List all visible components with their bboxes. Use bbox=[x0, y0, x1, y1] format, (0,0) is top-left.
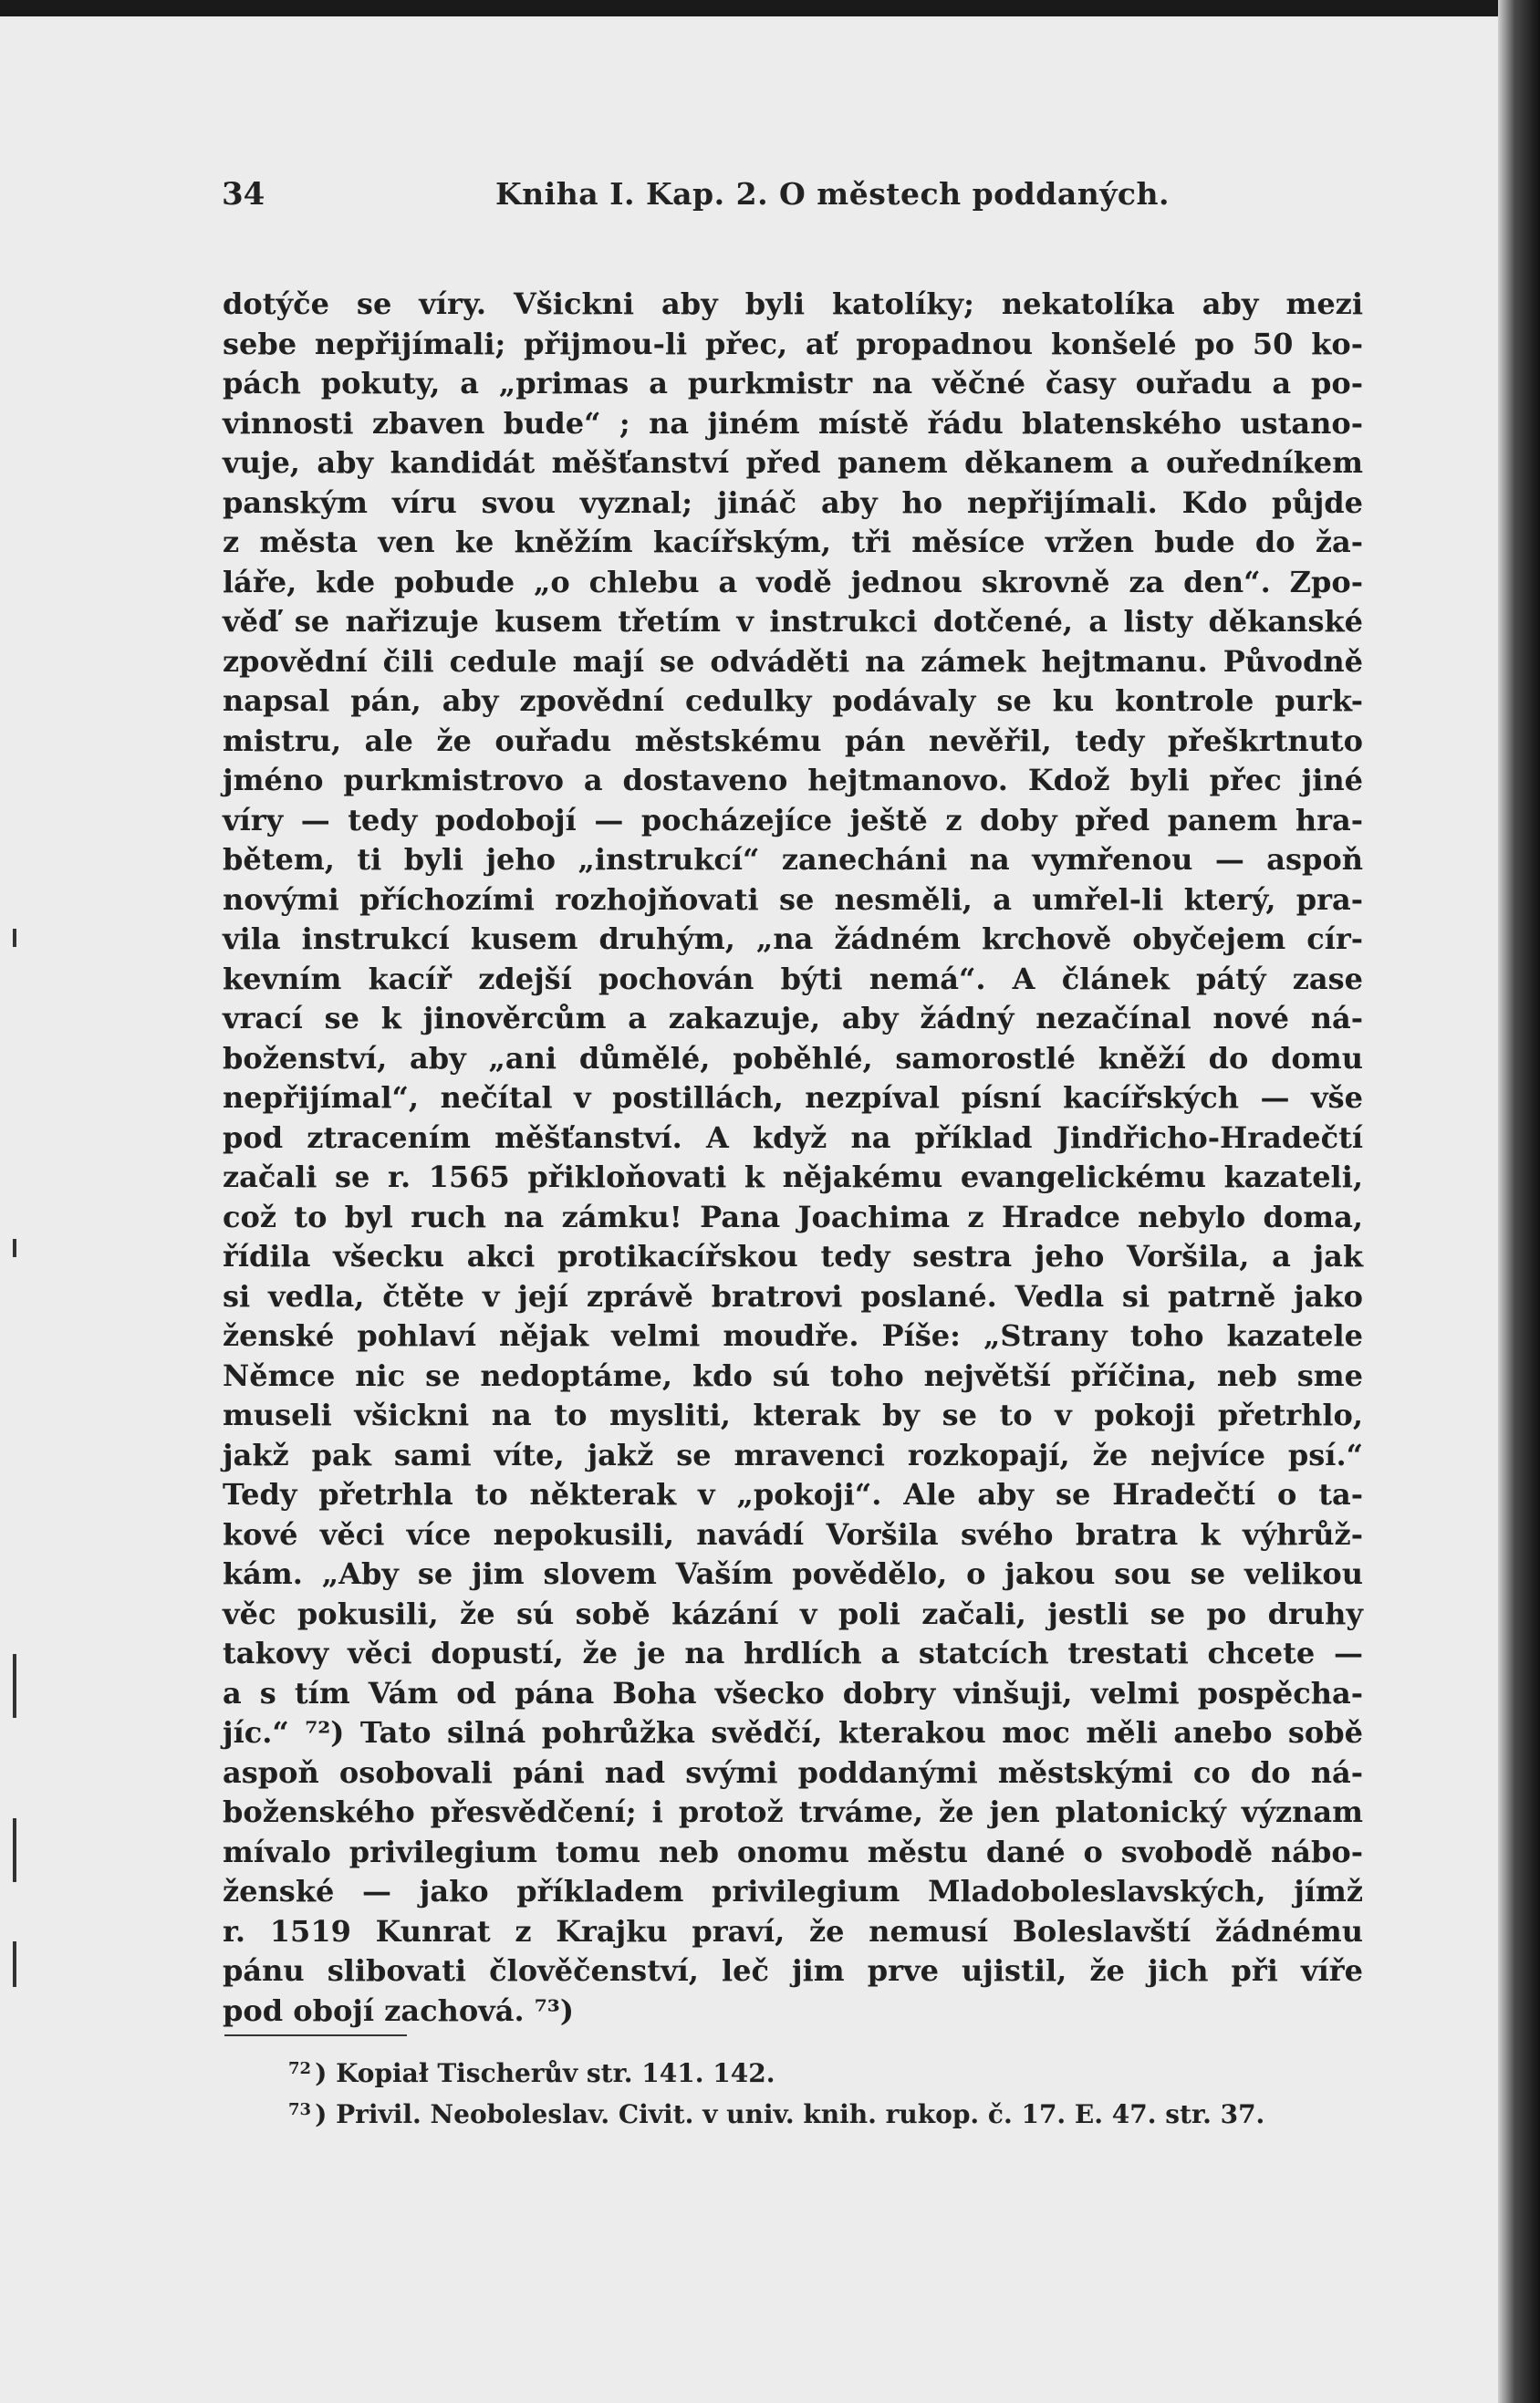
margin-mark bbox=[13, 929, 16, 947]
text-line: mistru, ale že ouřadu městskému pán nevěřil, tedy přeškrtnuto bbox=[223, 723, 1363, 758]
page-header bbox=[222, 176, 1362, 231]
footnote-paren: ) bbox=[315, 2099, 337, 2129]
text-line: pách pokuty, a „primas a purkmistr na věčné časy ouřadu a po- bbox=[223, 366, 1363, 400]
text-line: ženské — jako příkladem privilegium Mladoboleslavských, jímž bbox=[223, 1874, 1363, 1909]
text-line: řídila všecku akci protikacířskou tedy sestra jeho Voršila, a jak bbox=[223, 1239, 1363, 1274]
footnote-rule bbox=[224, 2034, 407, 2036]
text-line: věď se nařizuje kusem třetím v instrukci dotčené, a listy děkanské bbox=[223, 604, 1363, 639]
margin-mark bbox=[13, 1239, 16, 1257]
text-line: mívalo privilegium tomu neb onomu městu dané o svobodě nábo- bbox=[223, 1834, 1363, 1869]
text-line: vuje, aby kandidát měšťanství před panem děkanem a ouředníkem bbox=[223, 445, 1363, 480]
text-line: jíc.“ ⁷²) Tato silná pohrůžka svědčí, kterakou moc měli anebo sobě bbox=[223, 1715, 1363, 1750]
text-line: ženské pohlaví nějak velmi moudře. Píše: „Strany toho kazatele bbox=[223, 1318, 1363, 1353]
text-line: takovy věci dopustí, že je na hrdlích a statcích trestati chcete — bbox=[223, 1636, 1363, 1670]
text-line: začali se r. 1565 přikloňovati k nějakému evangelickému kazateli, bbox=[223, 1160, 1363, 1194]
footnote bbox=[288, 2092, 1365, 2133]
body-text bbox=[223, 285, 1363, 2031]
text-line: nepřijímal“, nečítal v postillách, nezpíval písní kacířských — vše bbox=[223, 1080, 1363, 1115]
text-line: panským víru svou vyznal; jináč aby ho nepřijímali. Kdo půjde bbox=[223, 484, 1363, 520]
footnote-mark: 72 bbox=[288, 2059, 312, 2078]
text-line: boženství, aby „ani důmělé, poběhlé, samorostlé kněží do domu bbox=[223, 1040, 1363, 1076]
margin-mark bbox=[13, 1654, 16, 1718]
text-line: aspoň osobovali páni nad svými poddanými městskými co do ná- bbox=[223, 1754, 1363, 1790]
text-line: kevním kacíř zdejší pochován býti nemá“. A článek pátý zase bbox=[223, 961, 1363, 996]
text-line: dotýče se víry. Všickni aby byli katolíky; nekatolíka aby mezi bbox=[223, 286, 1363, 321]
text-line: kám. „Aby se jim slovem Vaším povědělo, o jakou sou se velikou bbox=[223, 1556, 1363, 1591]
text-line: sebe nepřijímali; přijmou-li přec, ať propadnou konšelé po 50 ko- bbox=[223, 326, 1363, 361]
page-number: 34 bbox=[222, 176, 265, 213]
text-line: což to byl ruch na zámku! Pana Joachima z Hradce nebylo doma, bbox=[223, 1199, 1363, 1234]
text-line: novými příchozími rozhojňovati se nesměli, a umřel-li který, pra- bbox=[223, 881, 1363, 917]
footnote bbox=[288, 2051, 1365, 2092]
text-line: jakž pak sami víte, jakž se mravenci rozkopají, že nejvíce psí.“ bbox=[223, 1437, 1363, 1472]
text-line: pod obojí zachová. ⁷³) bbox=[223, 1992, 574, 2028]
text-line: vila instrukcí kusem druhým, „na žádném krchově obyčejem cír- bbox=[223, 921, 1363, 956]
text-line: kové věci více nepokusili, navádí Voršila svého bratra k výhrůž- bbox=[223, 1516, 1363, 1552]
text-line: a s tím Vám od pána Boha všecko dobry vinšuji, velmi pospěcha- bbox=[223, 1675, 1363, 1711]
margin-mark bbox=[13, 1818, 16, 1882]
margin-mark bbox=[13, 1941, 16, 1987]
text-line: věc pokusili, že sú sobě kázání v poli začali, jestli se po druhy bbox=[223, 1596, 1363, 1631]
text-line: Němce nic se nedoptáme, kdo sú toho největší příčina, neb sme bbox=[223, 1358, 1363, 1393]
book-page bbox=[0, 16, 1498, 2403]
footnote-paren: ) bbox=[315, 2058, 337, 2088]
footnote-text: Kopiał Tischerův str. 141. 142. bbox=[336, 2058, 775, 2088]
footnotes bbox=[288, 2051, 1365, 2133]
text-line: boženského přesvědčení; i protož trváme, že jen platonický význam bbox=[223, 1794, 1363, 1829]
running-title: Kniha I. Kap. 2. O městech poddaných. bbox=[495, 176, 1170, 212]
page-edge bbox=[1498, 0, 1540, 2403]
text-line: pánu slibovati člověčenství, leč jim prve ujistil, že jich při víře bbox=[223, 1953, 1363, 1988]
text-line: Tedy přetrhla to některak v „pokoji“. Ale aby se Hradečtí o ta- bbox=[223, 1477, 1363, 1512]
text-line: vinnosti zbaven bude“ ; na jiném místě řádu blatenského ustano- bbox=[223, 405, 1363, 441]
text-line: víry — tedy podobojí — pocházejíce ještě z doby před panem hra- bbox=[223, 802, 1363, 837]
text-line: jméno purkmistrovo a dostaveno hejtmanovo. Kdož byli přec jiné bbox=[223, 763, 1363, 797]
text-line: pod ztracením měšťanství. A když na příklad Jindřicho-Hradečtí bbox=[223, 1119, 1363, 1155]
text-line: vrací se k jinověrcům a zakazuje, aby žádný nezačínal nové ná- bbox=[223, 1001, 1363, 1035]
text-line: si vedla, čtěte v její zprávě bratrovi poslané. Vedla si patrně jako bbox=[223, 1278, 1363, 1314]
text-line: r. 1519 Kunrat z Krajku praví, že nemusí Boleslavští žádnému bbox=[223, 1913, 1363, 1949]
text-line: zpovědní čili cedule mají se odváděti na zámek hejtmanu. Původně bbox=[223, 643, 1363, 679]
footnote-text: Privil. Neoboleslav. Civit. v univ. knih. rukop. č. 17. E. 47. str. 37. bbox=[336, 2099, 1265, 2129]
text-line: museli všickni na to mysliti, kterak by se to v pokoji přetrhlo, bbox=[223, 1398, 1363, 1432]
text-line: napsal pán, aby zpovědní cedulky podávaly se ku kontrole purk- bbox=[223, 683, 1363, 718]
text-line: z města ven ke kněžím kacířským, tři měsíce vržen bude do ža- bbox=[223, 525, 1363, 559]
text-line: bětem, ti byli jeho „instrukcí“ zanecháni na vymřenou — aspoň bbox=[223, 842, 1363, 877]
text-line: láře, kde pobude „o chlebu a vodě jednou skrovně za den“. Zpo- bbox=[223, 564, 1363, 599]
footnote-mark: 73 bbox=[288, 2100, 312, 2119]
